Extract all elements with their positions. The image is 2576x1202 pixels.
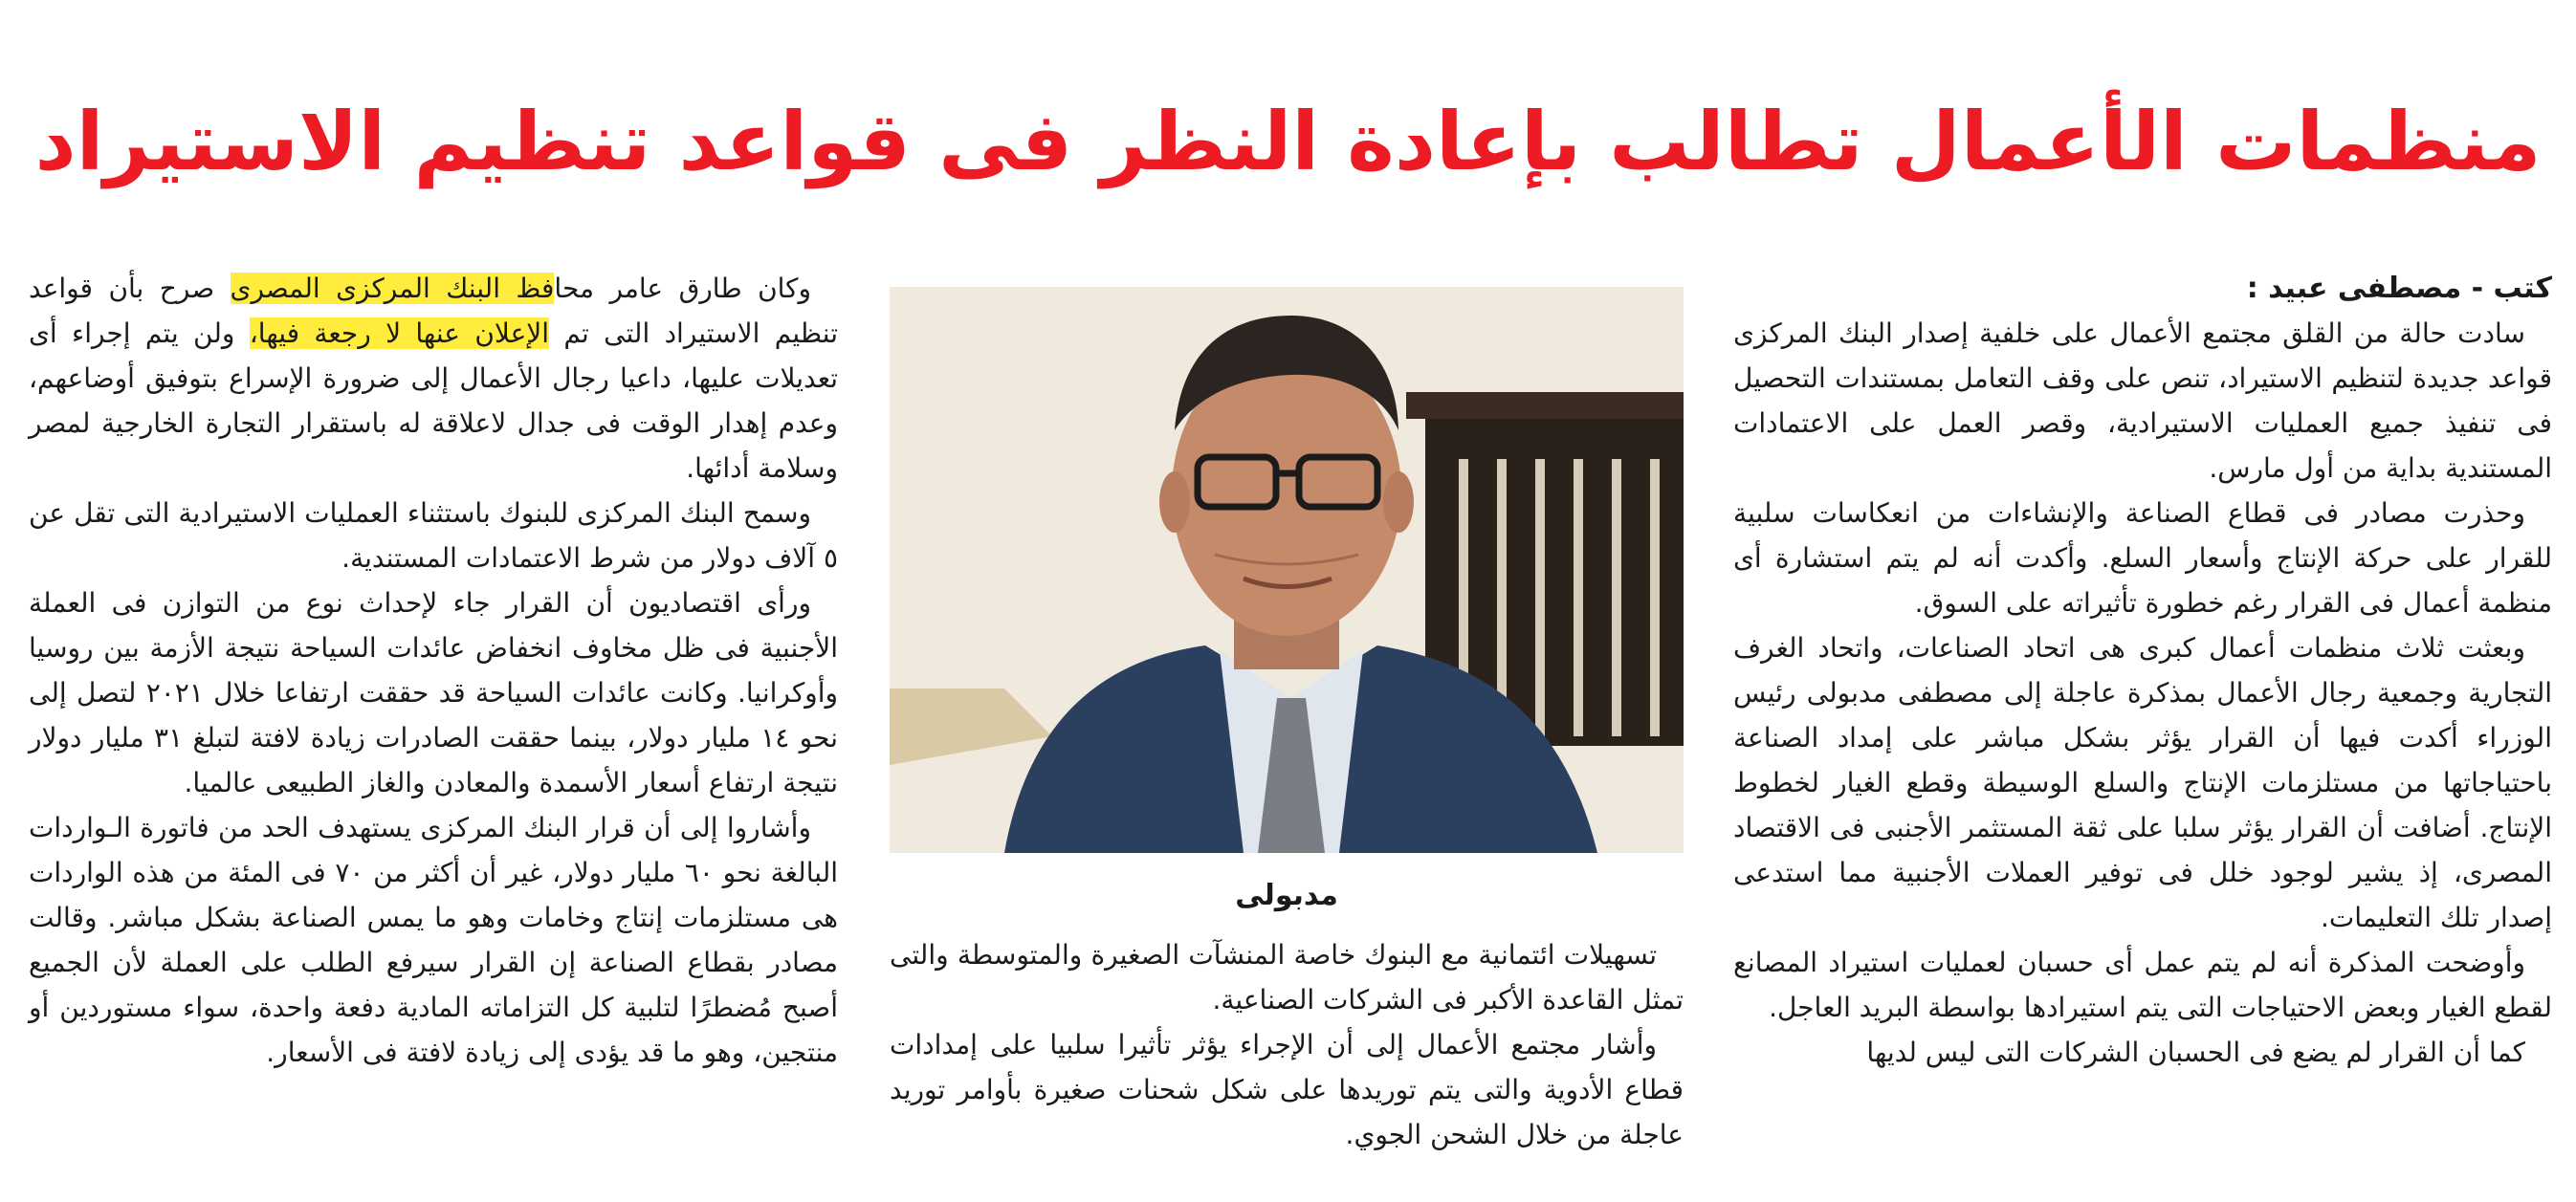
highlighted-text: فظ البنك المركزى المصرى [230,273,555,304]
paragraph: ورأى اقتصاديون أن القرار جاء لإحداث نوع من التوازن فى العملة الأجنبية فى ظل مخاوف انخفاض عائدات السياحة نتيجة الأزمة بين روسيا وأوكرانيا. وكانت عائدات السياحة قد حققت ارتفاعا خلال ٢٠٢١ لتصل إلى نحو ١٤ مليار دولار، بينما حققت الصادرات زيادة لافتة لتبلغ ٣١ مليار دولار نتيجة ارتفاع أسعار الأسمدة والمعادن والغاز الطبيعى عالميا. [29,587,839,798]
paragraph: وسمح البنك المركزى للبنوك باستثناء العمليات الاستيرادية التى تقل عن ٥ آلاف دولار من شرط الاعتمادات المستندية. [29,497,838,574]
byline: كتب - مصطفى عبيد : [2246,272,2552,305]
paragraph: سادت حالة من القلق مجتمع الأعمال على خلفية إصدار البنك المركزى قواعد جديدة لتنظيم الاستيراد، تنص على وقف التعامل بمستندات التحصيل فى تنفيذ جميع العمليات الاستيرادية، وقصر العمل على الاعتمادات المستندية بداية من أول مارس. [1733,317,2552,484]
paragraph: وبعثت ثلاث منظمات أعمال كبرى هى اتحاد الصناعات، واتحاد الغرف التجارية وجمعية رجال الأعمال بمذكرة عاجلة إلى مصطفى مدبولى رئيس الوزراء أكدت فيها أن القرار يؤثر بشكل مباشر على إمداد الصناعة باحتياجاتها من مستلزمات الإنتاج والسلع الوسيطة وقطع الغيار لخطوط الإنتاج. أضافت أن القرار يؤثر سلبا على ثقة المستثمر الأجنبى فى الاقتصاد المصرى، إذ يشير لوجود خلل فى توفير العملات الأجنبية مما استدعى إصدار تلك التعليمات. [1733,632,2552,933]
paragraph: تسهيلات ائتمانية مع البنوك خاصة المنشآت الصغيرة والمتوسطة والتى تمثل القاعدة الأكبر فى الشركات الصناعية. [890,939,1684,1016]
paragraph: كما أن القرار لم يضع فى الحسبان الشركات التى ليس لديها [1866,1037,2525,1068]
paragraph: وأشاروا إلى أن قرار البنك المركزى يستهدف الحد من فاتورة الـواردات البالغة نحو ٦٠ مليار دولار، غير أن أكثر من ٧٠ فى المئة من هذه الواردات هى مستلزمات إنتاج وخامات وهو ما يمس الصناعة بشكل مباشر. وقالت مصادر بقطاع الصناعة إن القرار سيرفع الطلب على العملة لأن الجميع أصبح مُضطرًا لتلبية كل التزاماته المادية دفعة واحدة، سواء مستوردين أو منتجين، وهو ما قد يؤدى إلى زيادة لافتة فى الأسعار. [29,812,839,1068]
highlighted-text: الإعلان عنها لا رجعة فيها، [249,317,550,349]
paragraph: وأشار مجتمع الأعمال إلى أن الإجراء يؤثر تأثيرا سلبيا على إمدادات قطاع الأدوية والتى يتم توريدها على شكل شحنات صغيرة بأوامر توريد عاجلة من خلال الشحن الجوي. [890,1029,1684,1150]
headline: منظمات الأعمال تطالب بإعادة النظر فى قواعد تنظيم الاستيراد [34,95,2542,188]
paragraph: وأوضحت المذكرة أنه لم يتم عمل أى حسبان لعمليات استيراد المصانع لقطع الغيار وبعض الاحتياجات التى يتم استيرادها بواسطة البريد العاجل. [1733,947,2552,1023]
photo-caption: مدبولى [1235,879,1338,912]
text-run: صرح بأن قواعد تنظيم الاستيراد التى تم [29,273,839,349]
paragraph [29,266,838,491]
paragraph: وحذرت مصادر فى قطاع الصناعة والإنشاءات من انعكاسات سلبية للقرار على حركة الإنتاج وأسعار السلع. وأكدت أنه لم يتم استشارة أى منظمة أعمال فى القرار رغم خطورة تأثيراته على السوق. [1733,497,2552,619]
article-column-right [1733,266,2552,1184]
portrait-photo [890,287,1684,853]
article-column-left [29,266,838,1184]
text-run: ولن يتم إجراء أى تعديلات عليها، داعيا رجال الأعمال إلى ضرورة الإسراع بتوفيق أوضاعهم، وعدم إهدار الوقت فى جدال لاعلاقة له باستقرار التجارة الخارجية لمصر وسلامة أدائها. [29,317,838,484]
article-column-middle [890,932,1684,1181]
text-run: وكان طارق عامر محا [554,273,812,304]
portrait-illustration [890,287,1684,853]
